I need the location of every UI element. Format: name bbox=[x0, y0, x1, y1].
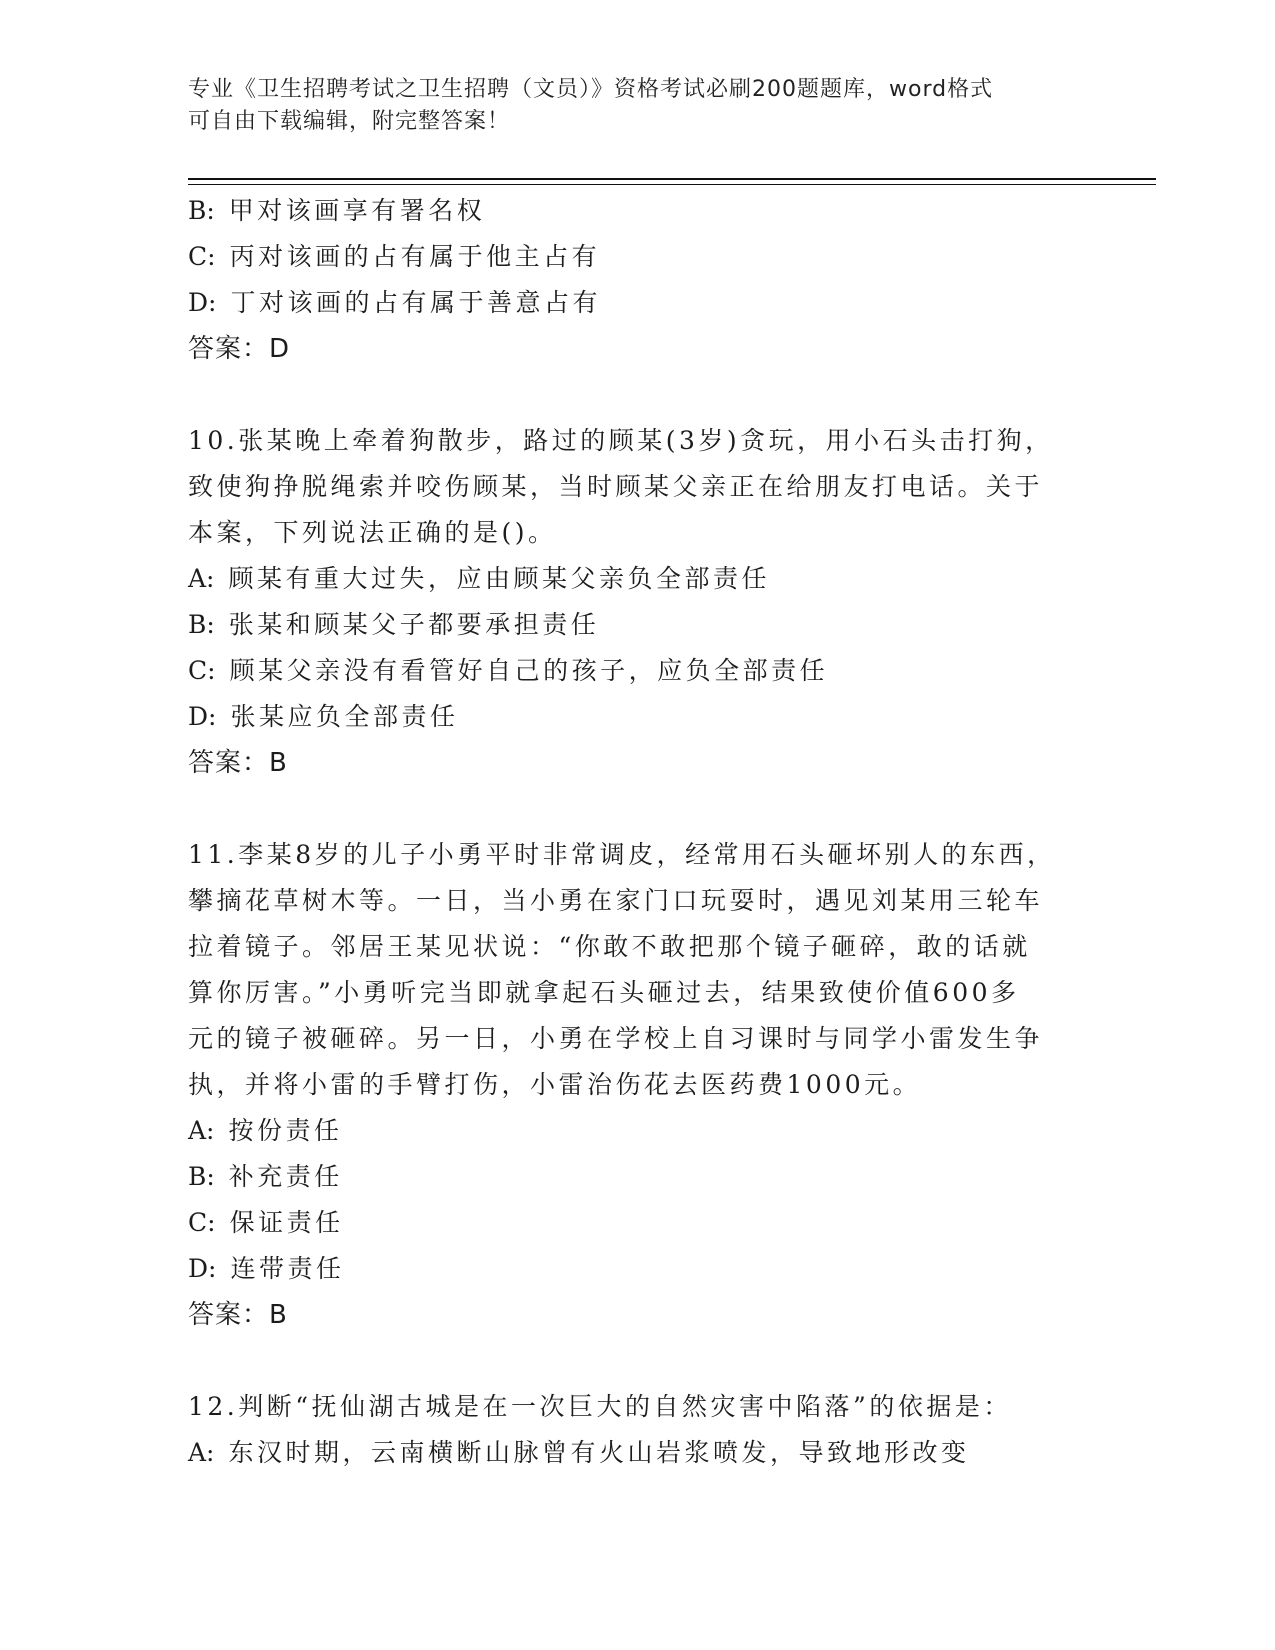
option-key: B: bbox=[188, 610, 215, 639]
prev-question bbox=[188, 188, 1088, 372]
option-text: 顾某父亲没有看管好自己的孩子，应负全部责任 bbox=[229, 656, 829, 685]
option-c bbox=[188, 648, 1088, 694]
option-c bbox=[188, 234, 1088, 280]
option-text: 顾某有重大过失，应由顾某父亲负全部责任 bbox=[228, 564, 770, 593]
option-text: 连带责任 bbox=[230, 1254, 345, 1283]
header-divider-thick bbox=[188, 178, 1156, 180]
question-stem-line: 12.判断“抚仙湖古城是在一次巨大的自然灾害中陷落”的依据是： bbox=[188, 1392, 1012, 1421]
option-b bbox=[188, 602, 1088, 648]
option-key: D: bbox=[188, 288, 217, 317]
option-c bbox=[188, 1200, 1088, 1246]
question-stem-line: 致使狗挣脱绳索并咬伤顾某，当时顾某父亲正在给朋友打电话。关于 bbox=[188, 472, 1044, 501]
spacer bbox=[188, 786, 1088, 832]
option-text: 张某和顾某父子都要承担责任 bbox=[228, 610, 600, 639]
answer-line: 答案：D bbox=[188, 334, 291, 364]
question-11 bbox=[188, 832, 1088, 1338]
option-key: A: bbox=[188, 1116, 215, 1145]
question-stem-line: 拉着镜子。邻居王某见状说：“你敢不敢把那个镜子砸碎，敢的话就 bbox=[188, 932, 1031, 961]
question-stem-line: 攀摘花草树木等。一日，当小勇在家门口玩耍时，遇见刘某用三轮车 bbox=[188, 886, 1044, 915]
question-stem-line: 11.李某8岁的儿子小勇平时非常调皮，经常用石头砸坏别人的东西， bbox=[188, 840, 1056, 869]
option-key: A: bbox=[188, 1438, 215, 1467]
question-stem-line: 元的镜子被砸碎。另一日，小勇在学校上自习课时与同学小雷发生争 bbox=[188, 1024, 1044, 1053]
question-10 bbox=[188, 418, 1088, 786]
option-a bbox=[188, 1108, 1088, 1154]
option-key: C: bbox=[188, 1208, 216, 1237]
option-key: D: bbox=[188, 702, 217, 731]
option-key: D: bbox=[188, 1254, 217, 1283]
question-stem-line: 本案，下列说法正确的是()。 bbox=[188, 518, 557, 547]
answer-line: 答案：B bbox=[188, 1300, 288, 1330]
option-a bbox=[188, 1430, 1088, 1476]
spacer bbox=[188, 372, 1088, 418]
question-stem-line: 算你厉害。”小勇听完当即就拿起石头砸过去，结果致使价值600多 bbox=[188, 978, 1020, 1007]
option-key: C: bbox=[188, 242, 216, 271]
spacer bbox=[188, 1338, 1088, 1384]
option-text: 丁对该画的占有属于善意占有 bbox=[230, 288, 601, 317]
document-body bbox=[188, 188, 1088, 1476]
option-key: C: bbox=[188, 656, 216, 685]
option-key: A: bbox=[188, 564, 215, 593]
option-key: B: bbox=[188, 196, 215, 225]
option-text: 保证责任 bbox=[229, 1208, 344, 1237]
option-d bbox=[188, 280, 1088, 326]
option-key: B: bbox=[188, 1162, 215, 1191]
question-stem-line: 10.张某晚上牵着狗散步，路过的顾某(3岁)贪玩，用小石头击打狗， bbox=[188, 426, 1054, 455]
option-text: 甲对该画享有署名权 bbox=[228, 196, 486, 225]
option-text: 张某应负全部责任 bbox=[230, 702, 459, 731]
option-text: 按份责任 bbox=[228, 1116, 343, 1145]
header-line-2: 可自由下载编辑，附完整答案！ bbox=[188, 109, 511, 134]
option-b bbox=[188, 1154, 1088, 1200]
question-stem-line: 执，并将小雷的手臂打伤，小雷治伤花去医药费1000元。 bbox=[188, 1070, 922, 1099]
header-line-1: 专业《卫生招聘考试之卫生招聘（文员）》资格考试必刷200题题库，word格式 bbox=[188, 77, 994, 102]
option-text: 丙对该画的占有属于他主占有 bbox=[229, 242, 601, 271]
option-text: 补充责任 bbox=[228, 1162, 343, 1191]
option-text: 东汉时期，云南横断山脉曾有火山岩浆喷发，导致地形改变 bbox=[228, 1438, 970, 1467]
option-d bbox=[188, 1246, 1088, 1292]
document-header bbox=[188, 74, 1088, 138]
option-d bbox=[188, 694, 1088, 740]
header-divider-thin bbox=[188, 184, 1156, 185]
question-12 bbox=[188, 1384, 1088, 1476]
answer-line: 答案：B bbox=[188, 748, 288, 778]
option-a bbox=[188, 556, 1088, 602]
option-b bbox=[188, 188, 1088, 234]
